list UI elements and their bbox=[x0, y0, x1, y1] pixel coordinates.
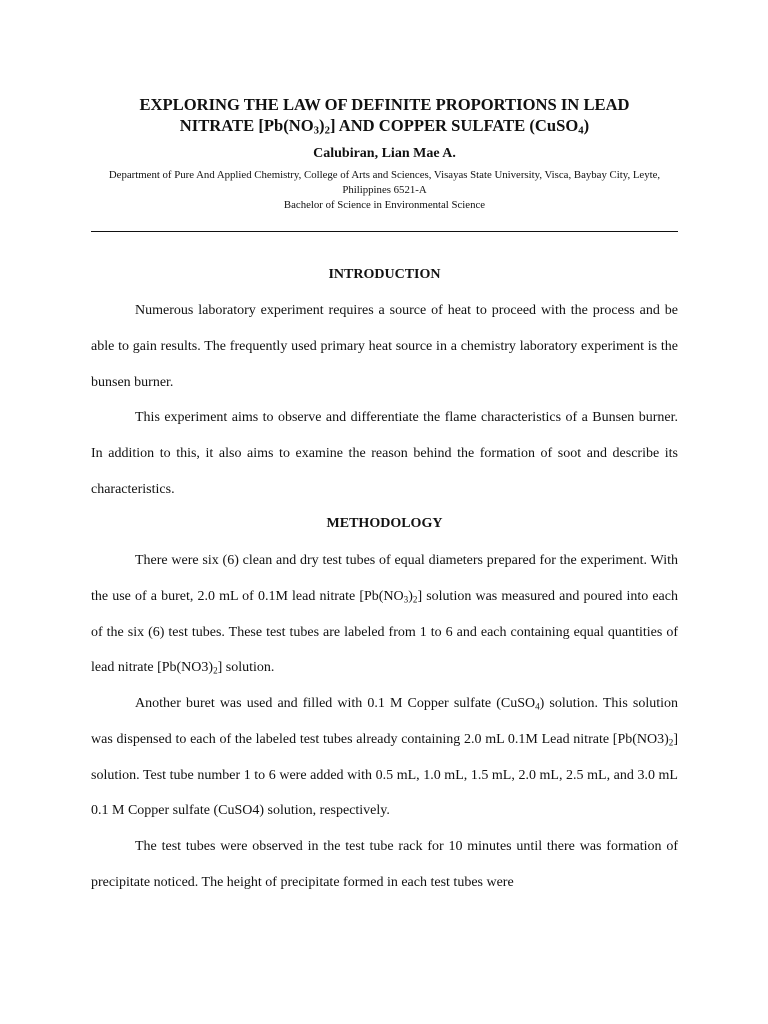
header-divider bbox=[91, 231, 678, 232]
methodology-paragraph-3: The test tubes were observed in the test tube rack for 10 minutes until there was formation of precipitate noticed. The height of precipitate formed in each test tubes were bbox=[91, 839, 678, 890]
affiliation-line: Department of Pure And Applied Chemistry, College of Arts and Sciences, Visayas State University, Visca, Baybay City, Leyte, bbox=[108, 169, 661, 181]
affiliation-line: Philippines 6521-A bbox=[342, 184, 427, 196]
title-subscript: 4 bbox=[578, 124, 584, 137]
paragraph-text: There were six (6) clean and dry test tubes of equal diameters prepared for the experiment. With the use of a buret, 2.0 mL of 0.1M lead nitrate [Pb(NO bbox=[91, 553, 678, 604]
paragraph-text: ] solution. bbox=[217, 660, 275, 676]
paragraph-text: ) solution. This solution was dispensed to each of the labeled test tubes already containing 2.0 mL 0.1M Lead nitrate [Pb(NO3) bbox=[91, 696, 678, 747]
section-heading-methodology: METHODOLOGY bbox=[326, 516, 443, 531]
methodology-paragraph-1 bbox=[91, 543, 678, 686]
paper-title bbox=[91, 94, 678, 136]
subscript: 4 bbox=[535, 701, 540, 712]
subscript: 2 bbox=[213, 665, 218, 676]
title-text: ] AND COPPER SULFATE (CuSO bbox=[329, 116, 579, 135]
introduction-paragraph-1: Numerous laboratory experiment requires a source of heat to proceed with the process and be able to gain results. The frequently used primary heat source in a chemistry laboratory experiment is the bunsen burner. bbox=[91, 303, 678, 390]
paragraph-text: ) bbox=[408, 588, 413, 604]
subscript: 2 bbox=[412, 594, 418, 605]
introduction-paragraph-2: This experiment aims to observe and differentiate the flame characteristics of a Bunsen burner. In addition to this, it also aims to examine the reason behind the formation of soot and describe its characteristics. bbox=[91, 410, 678, 497]
title-line-1: EXPLORING THE LAW OF DEFINITE PROPORTIONS IN LEAD bbox=[139, 95, 630, 114]
subscript: 3 bbox=[403, 594, 409, 605]
paragraph-text: ] solution was measured and poured into each of the six (6) test tubes. These test tubes are labeled from 1 to 6 and each containing equal quantities of lead nitrate [Pb(NO3) bbox=[91, 588, 678, 676]
title-text: ) bbox=[319, 116, 325, 135]
title-subscript: 3 bbox=[313, 124, 320, 137]
author-name: Calubiran, Lian Mae A. bbox=[313, 146, 456, 161]
methodology-paragraph-2 bbox=[91, 686, 678, 829]
paragraph-text: Another buret was used and filled with 0.1 M Copper sulfate (CuSO bbox=[135, 696, 536, 711]
author-affiliation bbox=[91, 168, 678, 213]
title-text: NITRATE [Pb(NO bbox=[179, 116, 314, 135]
title-line-2 bbox=[180, 116, 589, 135]
section-heading-introduction: INTRODUCTION bbox=[328, 267, 441, 282]
paragraph-text: ] solution. Test tube number 1 to 6 were added with 0.5 mL, 1.0 mL, 1.5 mL, 2.0 mL, 2.5 mL, and 3.0 mL 0.1 M Copper sulfate (CuSO4) solution, respectively. bbox=[91, 731, 678, 819]
title-text: ) bbox=[583, 116, 590, 135]
title-subscript: 2 bbox=[324, 124, 330, 137]
degree-program: Bachelor of Science in Environmental Science bbox=[283, 199, 486, 211]
subscript: 2 bbox=[668, 737, 674, 748]
